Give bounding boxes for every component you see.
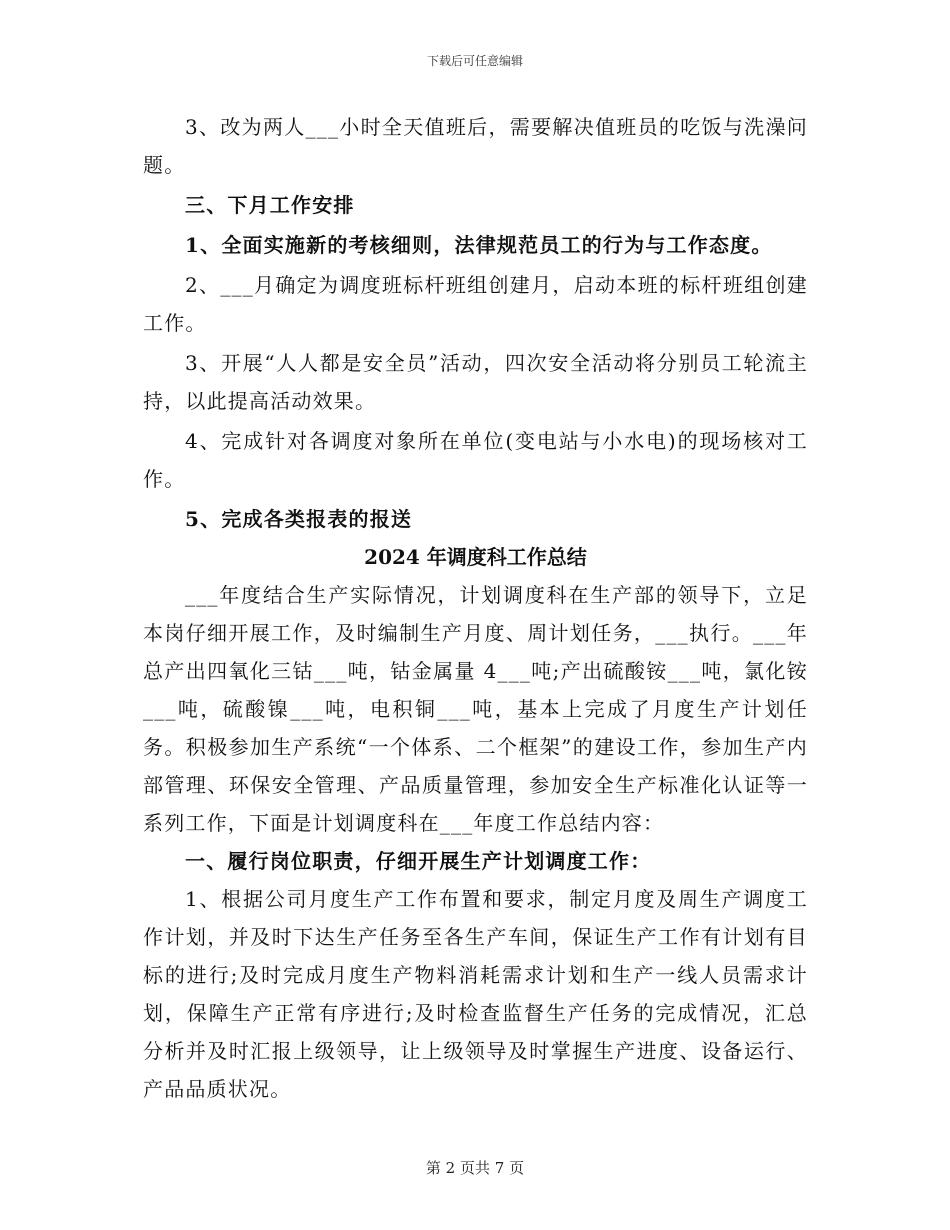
paragraph-plan-4: 4、完成针对各调度对象所在单位(变电站与小水电)的现场核对工作。: [143, 429, 808, 491]
paragraph-1: 3、改为两人___小时全天值班后，需要解决值班员的吃饭与洗澡问题。: [143, 115, 808, 177]
paragraph-duties-1: 1、根据公司月度生产工作布置和要求，制定月度及周生产调度工作计划，并及时下达生产任务至各生产车间，保证生产工作有计划有目标的进行;及时完成月度生产物料消耗需求计划和生产一线人员需求计划，保障生产正常有序进行;及时检查监督生产任务的完成情况，汇总分析并及时汇报上级领导，让上级领导及时掌握生产进度、设备运行、产品品质状况。: [143, 887, 808, 1101]
page-footer: 第 2 页共 7 页: [425, 1159, 525, 1177]
heading-next-month-plan: 三、下月工作安排: [185, 193, 355, 217]
paragraph-plan-1: 1、全面实施新的考核细则，法律规范员工的行为与工作态度。: [185, 233, 773, 257]
paragraph-plan-2: 2、___月确定为调度班标杆班组创建月，启动本班的标杆班组创建工作。: [143, 273, 808, 335]
paragraph-plan-5: 5、完成各类报表的报送: [185, 507, 413, 531]
page-header: 下载后可任意编辑: [426, 54, 523, 68]
document-body: [143, 108, 808, 1108]
paragraph-plan-3: 3、开展“人人都是安全员”活动，四次安全活动将分别员工轮流主持，以此提高活动效果。: [143, 351, 808, 413]
paragraph-summary-intro: ___年度结合生产实际情况，计划调度科在生产部的领导下，立足本岗仔细开展工作，及时编制生产月度、周计划任务，___执行。___年总产出四氧化三钴___吨，钴金属量 4___吨;产出硫酸铵___吨，氯化铵___吨，硫酸镍___吨，电积铜___吨，基本上完成了月度生产计划任务。积极参加生产系统“一个体系、二个框架”的建设工作，参加生产内部管理、环保安全管理、产品质量管理，参加安全生产标准化认证等一系列工作，下面是计划调度科在___年度工作总结内容：: [143, 583, 808, 835]
heading-duties: 一、履行岗位职责，仔细开展生产计划调度工作：: [185, 849, 652, 873]
section-title: 2024 年调度科工作总结: [364, 545, 587, 569]
